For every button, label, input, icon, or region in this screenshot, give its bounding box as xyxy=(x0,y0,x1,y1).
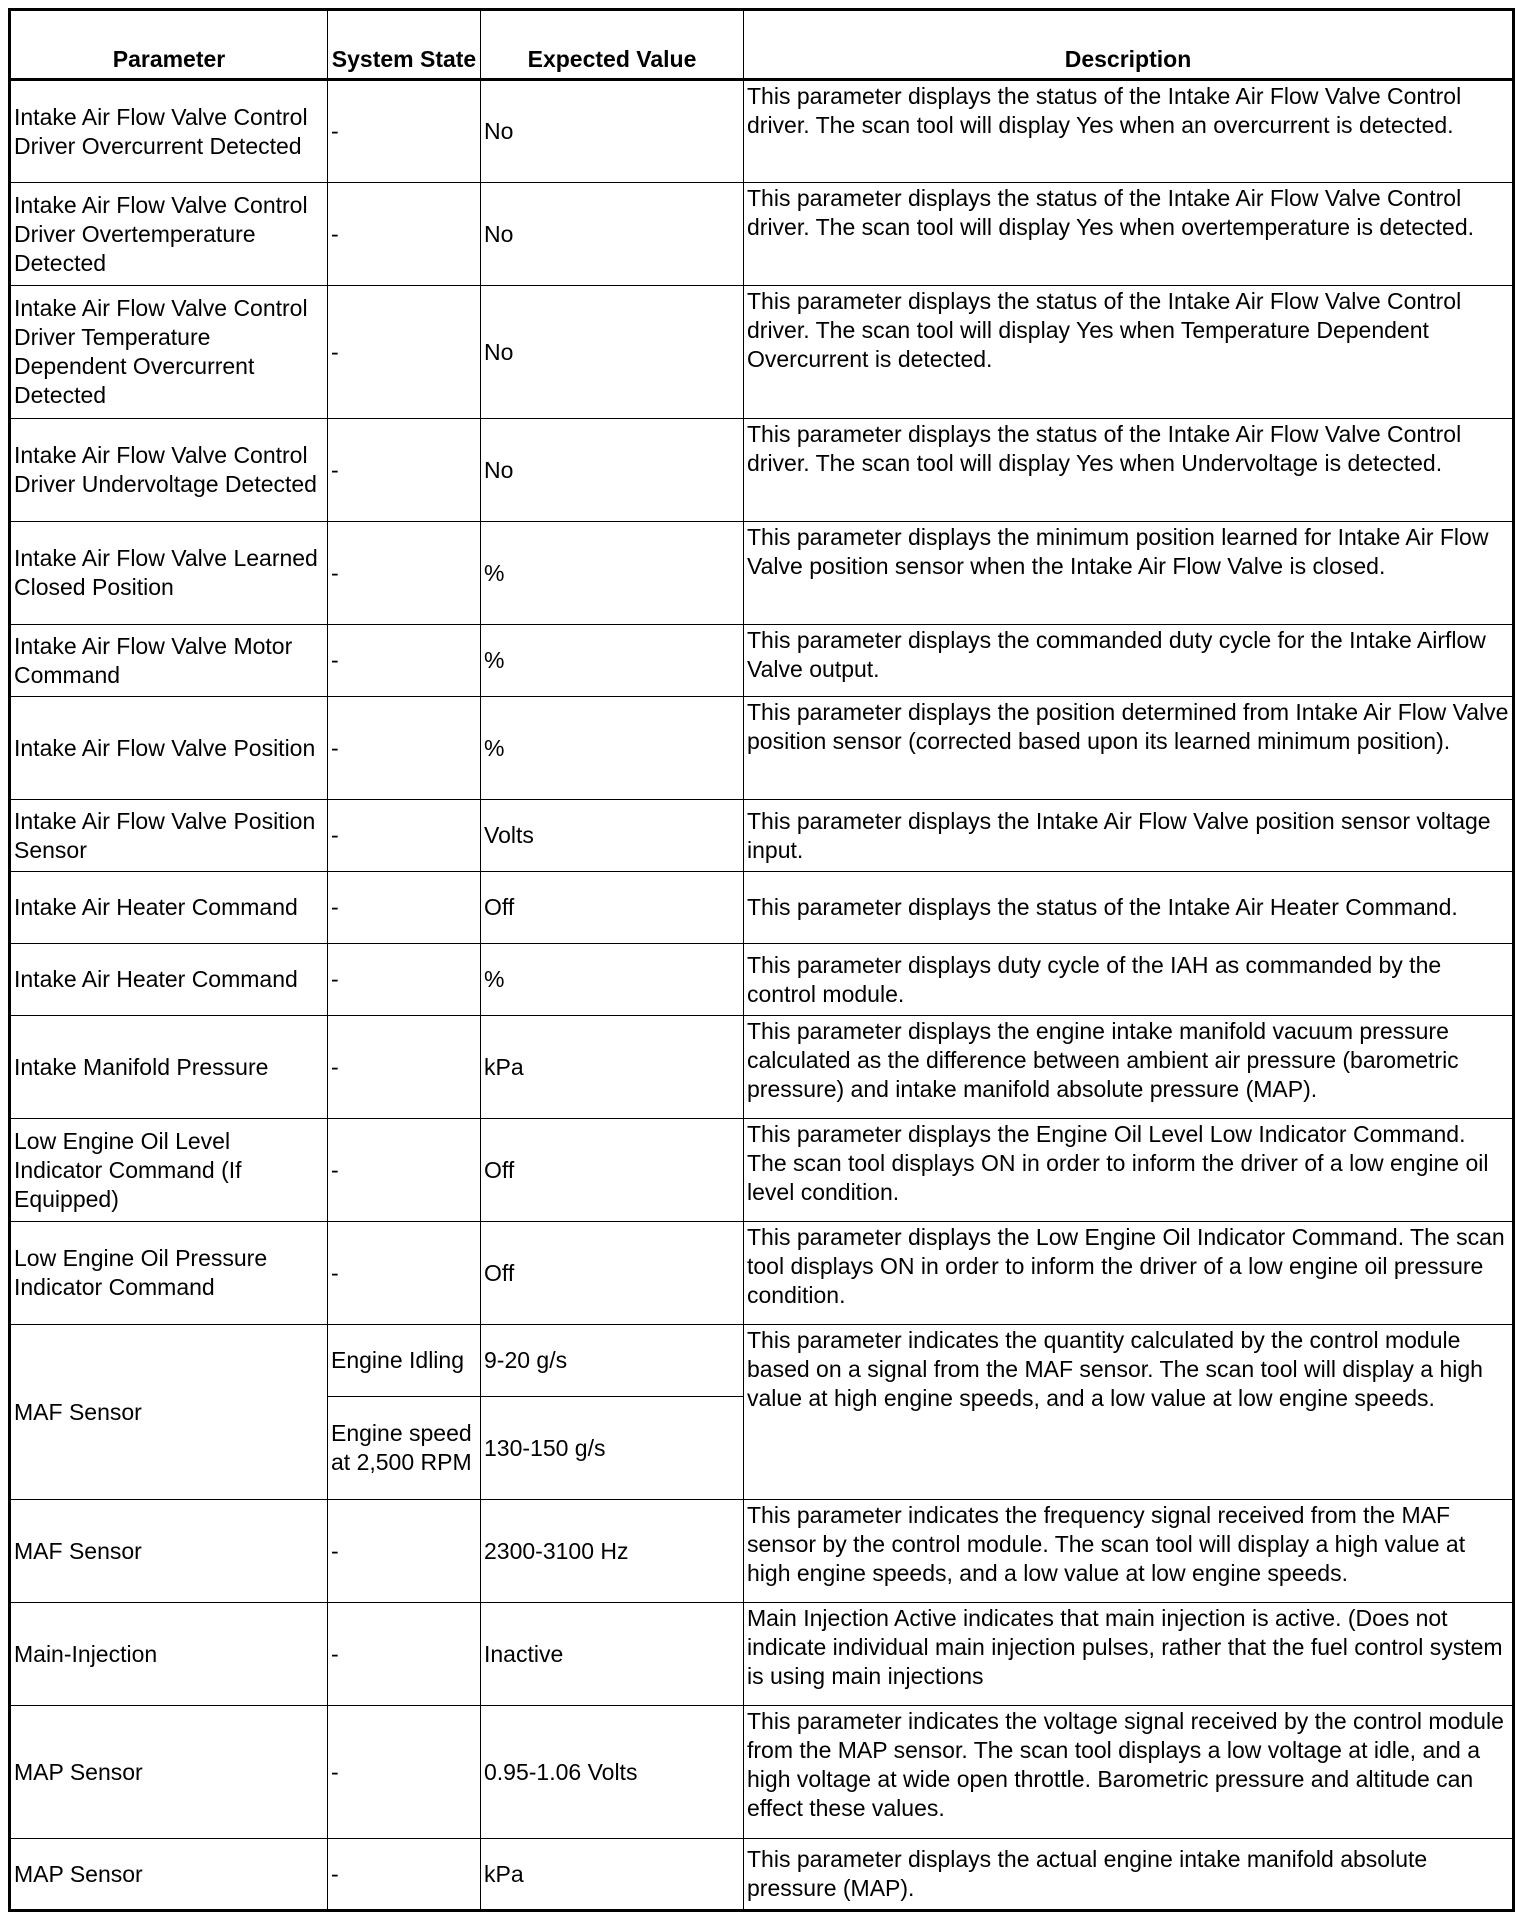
state-cell: - xyxy=(328,286,481,419)
table-row xyxy=(10,1839,1514,1911)
state-cell: - xyxy=(328,419,481,522)
state-cell: - xyxy=(328,1500,481,1603)
header-parameter: Parameter xyxy=(10,10,328,80)
parameter-cell: Intake Air Flow Valve Control Driver Undervoltage Detected xyxy=(10,419,328,522)
table-row xyxy=(10,80,1514,183)
parameter-cell: MAF Sensor xyxy=(10,1500,328,1603)
parameter-cell: Intake Air Flow Valve Control Driver Overcurrent Detected xyxy=(10,80,328,183)
table-row xyxy=(10,1222,1514,1325)
parameter-cell: Intake Air Flow Valve Learned Closed Position xyxy=(10,522,328,625)
value-cell: No xyxy=(481,183,744,286)
table-row-maf-idle xyxy=(10,1325,1514,1397)
description-cell: This parameter displays duty cycle of the IAH as commanded by the control module. xyxy=(744,944,1514,1016)
state-cell: Engine Idling xyxy=(328,1325,481,1397)
table-row xyxy=(10,183,1514,286)
parameter-cell: Intake Air Heater Command xyxy=(10,944,328,1016)
state-cell: - xyxy=(328,522,481,625)
table-row xyxy=(10,1119,1514,1222)
value-cell: kPa xyxy=(481,1016,744,1119)
parameter-cell: Intake Manifold Pressure xyxy=(10,1016,328,1119)
state-cell: - xyxy=(328,800,481,872)
description-cell: This parameter displays the position determined from Intake Air Flow Valve position sensor (corrected based upon its learned minimum position). xyxy=(744,697,1514,800)
parameter-cell: MAP Sensor xyxy=(10,1706,328,1839)
value-cell: No xyxy=(481,80,744,183)
description-cell: Main Injection Active indicates that main injection is active. (Does not indicate individual main injection pulses, rather that the fuel control system is using main injections xyxy=(744,1603,1514,1706)
value-cell: Off xyxy=(481,872,744,944)
state-cell: - xyxy=(328,944,481,1016)
parameter-cell: Intake Air Flow Valve Control Driver Temperature Dependent Overcurrent Detected xyxy=(10,286,328,419)
state-cell: - xyxy=(328,80,481,183)
description-cell: This parameter displays the Low Engine Oil Indicator Command. The scan tool displays ON in order to inform the driver of a low engine oil pressure condition. xyxy=(744,1222,1514,1325)
value-cell: kPa xyxy=(481,1839,744,1911)
value-cell: 2300-3100 Hz xyxy=(481,1500,744,1603)
description-cell: This parameter displays the engine intake manifold vacuum pressure calculated as the difference between ambient air pressure (barometric pressure) and intake manifold absolute pressure (MAP). xyxy=(744,1016,1514,1119)
parameter-cell: Intake Air Flow Valve Motor Command xyxy=(10,625,328,697)
description-cell: This parameter displays the commanded duty cycle for the Intake Airflow Valve output. xyxy=(744,625,1514,697)
description-cell: This parameter displays the status of the Intake Air Flow Valve Control driver. The scan tool will display Yes when overtemperature is detected. xyxy=(744,183,1514,286)
state-cell: - xyxy=(328,625,481,697)
value-cell: % xyxy=(481,522,744,625)
header-description: Description xyxy=(744,10,1514,80)
description-cell: This parameter displays the status of the Intake Air Flow Valve Control driver. The scan tool will display Yes when Undervoltage is detected. xyxy=(744,419,1514,522)
value-cell: Off xyxy=(481,1119,744,1222)
description-cell: This parameter displays the Intake Air Flow Valve position sensor voltage input. xyxy=(744,800,1514,872)
table-row xyxy=(10,286,1514,419)
table-row xyxy=(10,1016,1514,1119)
description-cell: This parameter displays the status of the Intake Air Heater Command. xyxy=(744,872,1514,944)
table-row xyxy=(10,1706,1514,1839)
parameter-cell: Low Engine Oil Level Indicator Command (If Equipped) xyxy=(10,1119,328,1222)
state-cell: - xyxy=(328,1839,481,1911)
parameter-cell: MAF Sensor xyxy=(10,1325,328,1500)
parameter-cell: Main-Injection xyxy=(10,1603,328,1706)
table-row xyxy=(10,697,1514,800)
state-cell: - xyxy=(328,697,481,800)
parameter-cell: Intake Air Flow Valve Control Driver Overtemperature Detected xyxy=(10,183,328,286)
description-cell: This parameter displays the minimum position learned for Intake Air Flow Valve position sensor when the Intake Air Flow Valve is closed. xyxy=(744,522,1514,625)
table-row xyxy=(10,522,1514,625)
parameter-cell: MAP Sensor xyxy=(10,1839,328,1911)
value-cell: 130-150 g/s xyxy=(481,1397,744,1500)
state-cell: - xyxy=(328,1603,481,1706)
table-row xyxy=(10,800,1514,872)
parameter-cell: Intake Air Flow Valve Position xyxy=(10,697,328,800)
header-row xyxy=(10,10,1514,80)
value-cell: 0.95-1.06 Volts xyxy=(481,1706,744,1839)
description-cell: This parameter displays the status of the Intake Air Flow Valve Control driver. The scan tool will display Yes when an overcurrent is detected. xyxy=(744,80,1514,183)
parameter-cell: Low Engine Oil Pressure Indicator Command xyxy=(10,1222,328,1325)
value-cell: No xyxy=(481,286,744,419)
value-cell: Inactive xyxy=(481,1603,744,1706)
value-cell: % xyxy=(481,697,744,800)
description-cell: This parameter indicates the voltage signal received by the control module from the MAP sensor. The scan tool displays a low voltage at idle, and a high voltage at wide open throttle. Barometric pressure and altitude can effect these values. xyxy=(744,1706,1514,1839)
value-cell: Volts xyxy=(481,800,744,872)
description-cell: This parameter indicates the frequency signal received from the MAF sensor by the control module. The scan tool will display a high value at high engine speeds, and a low value at low engine speeds. xyxy=(744,1500,1514,1603)
state-cell: - xyxy=(328,1119,481,1222)
table-row xyxy=(10,1603,1514,1706)
table-row xyxy=(10,625,1514,697)
header-system-state: System State xyxy=(328,10,481,80)
parameter-cell: Intake Air Flow Valve Position Sensor xyxy=(10,800,328,872)
table-row xyxy=(10,1500,1514,1603)
parameter-table xyxy=(8,8,1515,1912)
value-cell: Off xyxy=(481,1222,744,1325)
table-row xyxy=(10,872,1514,944)
value-cell: 9-20 g/s xyxy=(481,1325,744,1397)
table-row xyxy=(10,944,1514,1016)
state-cell: - xyxy=(328,872,481,944)
description-cell: This parameter indicates the quantity calculated by the control module based on a signal from the MAF sensor. The scan tool will display a high value at high engine speeds, and a low value at low engine speeds. xyxy=(744,1325,1514,1500)
state-cell: - xyxy=(328,1016,481,1119)
value-cell: % xyxy=(481,625,744,697)
description-cell: This parameter displays the actual engine intake manifold absolute pressure (MAP). xyxy=(744,1839,1514,1911)
table-row xyxy=(10,419,1514,522)
parameter-cell: Intake Air Heater Command xyxy=(10,872,328,944)
state-cell: - xyxy=(328,183,481,286)
state-cell: - xyxy=(328,1222,481,1325)
header-expected-value: Expected Value xyxy=(481,10,744,80)
value-cell: No xyxy=(481,419,744,522)
description-cell: This parameter displays the status of the Intake Air Flow Valve Control driver. The scan tool will display Yes when Temperature Dependent Overcurrent is detected. xyxy=(744,286,1514,419)
state-cell: Engine speed at 2,500 RPM xyxy=(328,1397,481,1500)
value-cell: % xyxy=(481,944,744,1016)
state-cell: - xyxy=(328,1706,481,1839)
description-cell: This parameter displays the Engine Oil Level Low Indicator Command. The scan tool displays ON in order to inform the driver of a low engine oil level condition. xyxy=(744,1119,1514,1222)
